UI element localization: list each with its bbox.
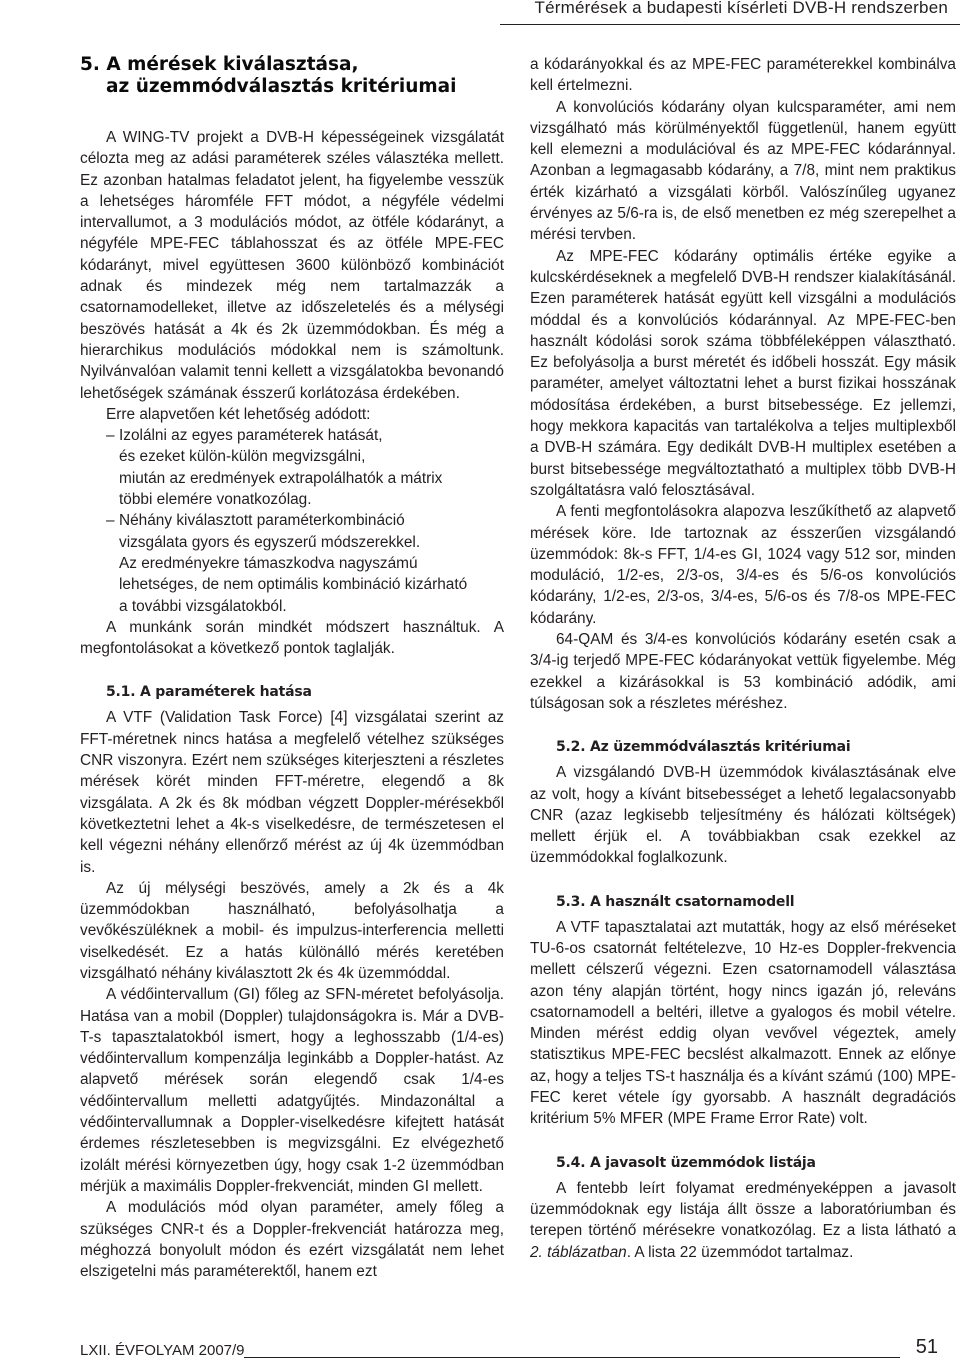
paragraph: 64-QAM és 3/4-es konvolúciós kódarány esetén csak a 3/4-ig terjedő MPE-FEC kódarányokat vettük figyelembe. Még ezekkel a kizárásokkal is 53 kombináció adódik, ami túlságosan sok a részletes méréshez. [530, 631, 956, 712]
list-item-text: Izolálni az egyes paraméterek hatását, [119, 427, 383, 445]
subsection-title: 5.3. A használt csatornamodell [556, 893, 795, 910]
paragraph: A WING-TV projekt a DVB-H képességeinek vizsgálatát célozta meg az adási paraméterek széles választéka mellett. Ez azonban hatalmas feladatot jelent, ha figyelembe vesszük a lehetséges háromféle FFT módot, a négyféle védelmi intervallumot, a 3 modulációs módot, az ötféle kódarányt, a négyféle MPE-FEC táblahosszat és az ötféle MPE-FEC kódarányt, mivel együttesen 3600 különböző kombinációt adnak és mindezek még nem tartalmazzák a csatornamodelleket, illetve az időszeletelés és a mélységi beszövés hatását a 4k és 2k üzemmódokban. És még a hierarchikus modulációs módokkal nem is számoltunk. Nyilvánvalóan valamit tenni kellett a vizsgálatokba bevonandó lehetőségek számának ésszerű korlátozása érdekében. [80, 129, 504, 402]
list-item-text: Néhány kiválasztott paraméterkombináció [119, 512, 405, 530]
footer-rule [244, 1357, 900, 1358]
paragraph: A VTF (Validation Task Force) [4] vizsgálatai szerint az FFT-méretnek nincs hatása a megfelelő vételhez szükséges CNR viszonyra. Ezért nem szükséges kiterjeszteni a részletes mérések körét minden FFT-méretre, elegendő a 8k vizsgálata. A 2k és 8k módban végzett Doppler-mérésekből következtetni lehet a 4k-s viselkedésre, de természetesen el kell végezni néhány ellenőrző mérést az új 4k üzemmódban is. [80, 709, 504, 876]
paragraph: A védőintervallum (GI) főleg az SFN-méretet befolyásolja. Hatása van a mobil (Doppler) tulajdonságokra is. Már a DVB-T-s tapasztalatokból ismert, hogy a leghosszabb (1/4-es) védőintervallum kompenzálja leginkább a Doppler-hatást. Az alapvető mérések során elegendő csak 1/4-es védőintervallum melletti adatgyűjtés. Mindazonáltal a védőintervallumnak a Doppler-viselkedésre kifejtett hatását érdemes részletesebben is megvizsgálni. Ez elvégezhető izolált mérési környezetben úgy, hogy csak 1-2 üzemmódban mérjük a maximális Doppler-frekvenciát, minden GI mellett. [80, 986, 504, 1195]
subsection-title: 5.4. A javasolt üzemmódok listája [556, 1154, 816, 1171]
list-item [80, 425, 504, 446]
subsection-title: 5.2. Az üzemmódválasztás kritériumai [556, 739, 851, 756]
paragraph: Az MPE-FEC kódarány optimális értéke egyike a kulcskérdéseknek a megfelelő DVB-H rendszer kialakításánál. Ezen paraméterek hatását együtt kell vizsgálni a modulációs móddal és a konvolúciós kódaránnyal. Az MPE-FEC-ben használt kódolási sorok száma többféleképpen választható. Ez befolyásolja a burst méretét és időbeli hosszát. Egy másik paraméter, amelyet változtatni lehet a burst fizikai hosszának módosítása érdekében, a burst bitsebessége. Ez jellemzi, hogy mekkora kapacitás van tartalékolva a teljes multiplexből a DVB-H számára. Egy dedikált DVB-H multiplex esetében a burst bitsebessége megváltoztatható a multiplex több DVB-H szolgáltatásra való felosztásával. [530, 247, 956, 499]
running-header: Térmérések a budapesti kísérleti DVB-H rendszerben [534, 0, 948, 17]
page-number: 51 [915, 1336, 938, 1358]
list-item [80, 510, 504, 531]
dash-bullet: – [106, 427, 115, 445]
list-item-continuation: vizsgálata gyors és egyszerű módszerekkel. [119, 533, 421, 551]
paragraph: A fenti megfontolásokra alapozva leszűkíthető az alapvető mérések köre. Ide tartoznak az ésszerűen vizsgálandó üzemmódok: 8k-s FFT, 1/4-es GI, 1024 vagy 512 sor, minden moduláció, 1/2-es, 2/3-os, 3/4-es és 5/6-os konvolúciós kódarány, 1/2-es, 2/3-os, 3/4-es, 5/6-os és 7/8-os MPE-FEC kódarány. [530, 503, 956, 627]
subsection-title: 5.1. A paraméterek hatása [106, 684, 312, 701]
list-item-continuation: Az eredményekre támaszkodva nagyszámú [119, 554, 418, 572]
dash-bullet: – [106, 512, 115, 530]
paragraph: A vizsgálandó DVB-H üzemmódok kiválasztásának elve az volt, hogy a kívánt bitsebességet a lehető legalacsonyabb CNR (azaz legkisebb teljesítmény és hálózati költségek) mellett érjük el. A továbbiakban csak ezekkel az üzemmódokkal foglalkozunk. [530, 764, 956, 867]
paragraph-text: A fentebb leírt folyamat eredményeképpen a javasolt üzemmódoknak egy listája állt össze a laboratóriumban és terepen történő mérésekre vonatkozólag. Ez a lista látható a [530, 1179, 956, 1240]
paragraph: A modulációs mód olyan paraméter, amely főleg a szükséges CNR-t és a Doppler-frekvenciát határozza meg, méghozzá bonyolult módon és ezért vizsgálatát nem lehet elszigetelni más paraméterektől, hanem ezt [80, 1199, 504, 1281]
table-reference: 2. táblázatban [530, 1243, 627, 1261]
footer-volume: LXII. ÉVFOLYAM 2007/9 [80, 1342, 245, 1359]
paragraph: Az új mélységi beszövés, amely a 2k és a 4k üzemmódokban használható, befolyásolhatja a vevőkészüléknek a mobil- és impulzus-interferencia melletti viselkedését. Ez a hatás különálló mérés keretében vizsgálható néhány kiválasztott 2k és 4k üzemmóddal. [80, 879, 504, 982]
paragraph: Erre alapvetően két lehetőség adódott: [106, 405, 371, 423]
list-item-continuation: többi elemére vonatkozólag. [119, 491, 312, 509]
paragraph: A konvolúciós kódarány olyan kulcsparaméter, ami nem vizsgálható más körülményektől függetlenül, hanem együtt kell elemezni a modulációval és az MPE-FEC kódaránnyal. Azonban a legmagasabb kódarány, a 7/8, mint nem praktikus érték kizárható a vizsgálati körből. Valószínűleg ugyanez érvényes az 5/6-ra is, de első menetben ez még szerepelhet a mérési tervben. [530, 98, 956, 244]
list-item-continuation: lehetséges, de nem optimális kombináció kizárható [119, 576, 468, 594]
paragraph [530, 1178, 956, 1263]
header-rule [500, 24, 960, 25]
section-title-line1: 5. A mérések kiválasztása, [80, 54, 359, 75]
left-column [80, 54, 504, 1282]
paragraph: a kódarányokkal és az MPE-FEC paraméterekkel kombinálva kell értelmezni. [530, 56, 956, 95]
right-column [530, 54, 956, 1263]
paragraph: A munkánk során mindkét módszert használtuk. A megfontolásokat a következő pontok taglalják. [80, 618, 504, 658]
section-title [80, 54, 504, 98]
list-item-continuation: a további vizsgálatokból. [119, 597, 287, 615]
list-item-continuation: és ezeket külön-külön megvizsgálni, [119, 448, 366, 466]
paragraph-text: . A lista 22 üzemmódot tartalmaz. [626, 1243, 854, 1261]
list-item-continuation: miután az eredmények extrapolálhatók a mátrix [119, 469, 443, 487]
paragraph: A VTF tapasztalatai azt mutatták, hogy az első méréseket TU-6-os csatornát feltételezve, 10 Hz-es Doppler-frekvencia mellett célszerű végezni. Ezen csatornamodell választása azon tény alapján történt, hogy nincs igazán jó, releváns csatornamodell a beltéri, illetve a gyalogos és mobil vételre. Minden mérést eddig olyan vevővel végeztek, amely statisztikus MPE-FEC becslést alkalmazott. Ennek az előnye az, hogy a teljes TS-t használja és a kívánt számú (100) MPE-FEC keret vétele így gyorsabb. A használt degradációs kritérium 5% MFER (MPE Frame Error Rate) volt. [530, 918, 956, 1128]
section-title-line2: az üzemmódválasztás kritériumai [106, 76, 457, 97]
